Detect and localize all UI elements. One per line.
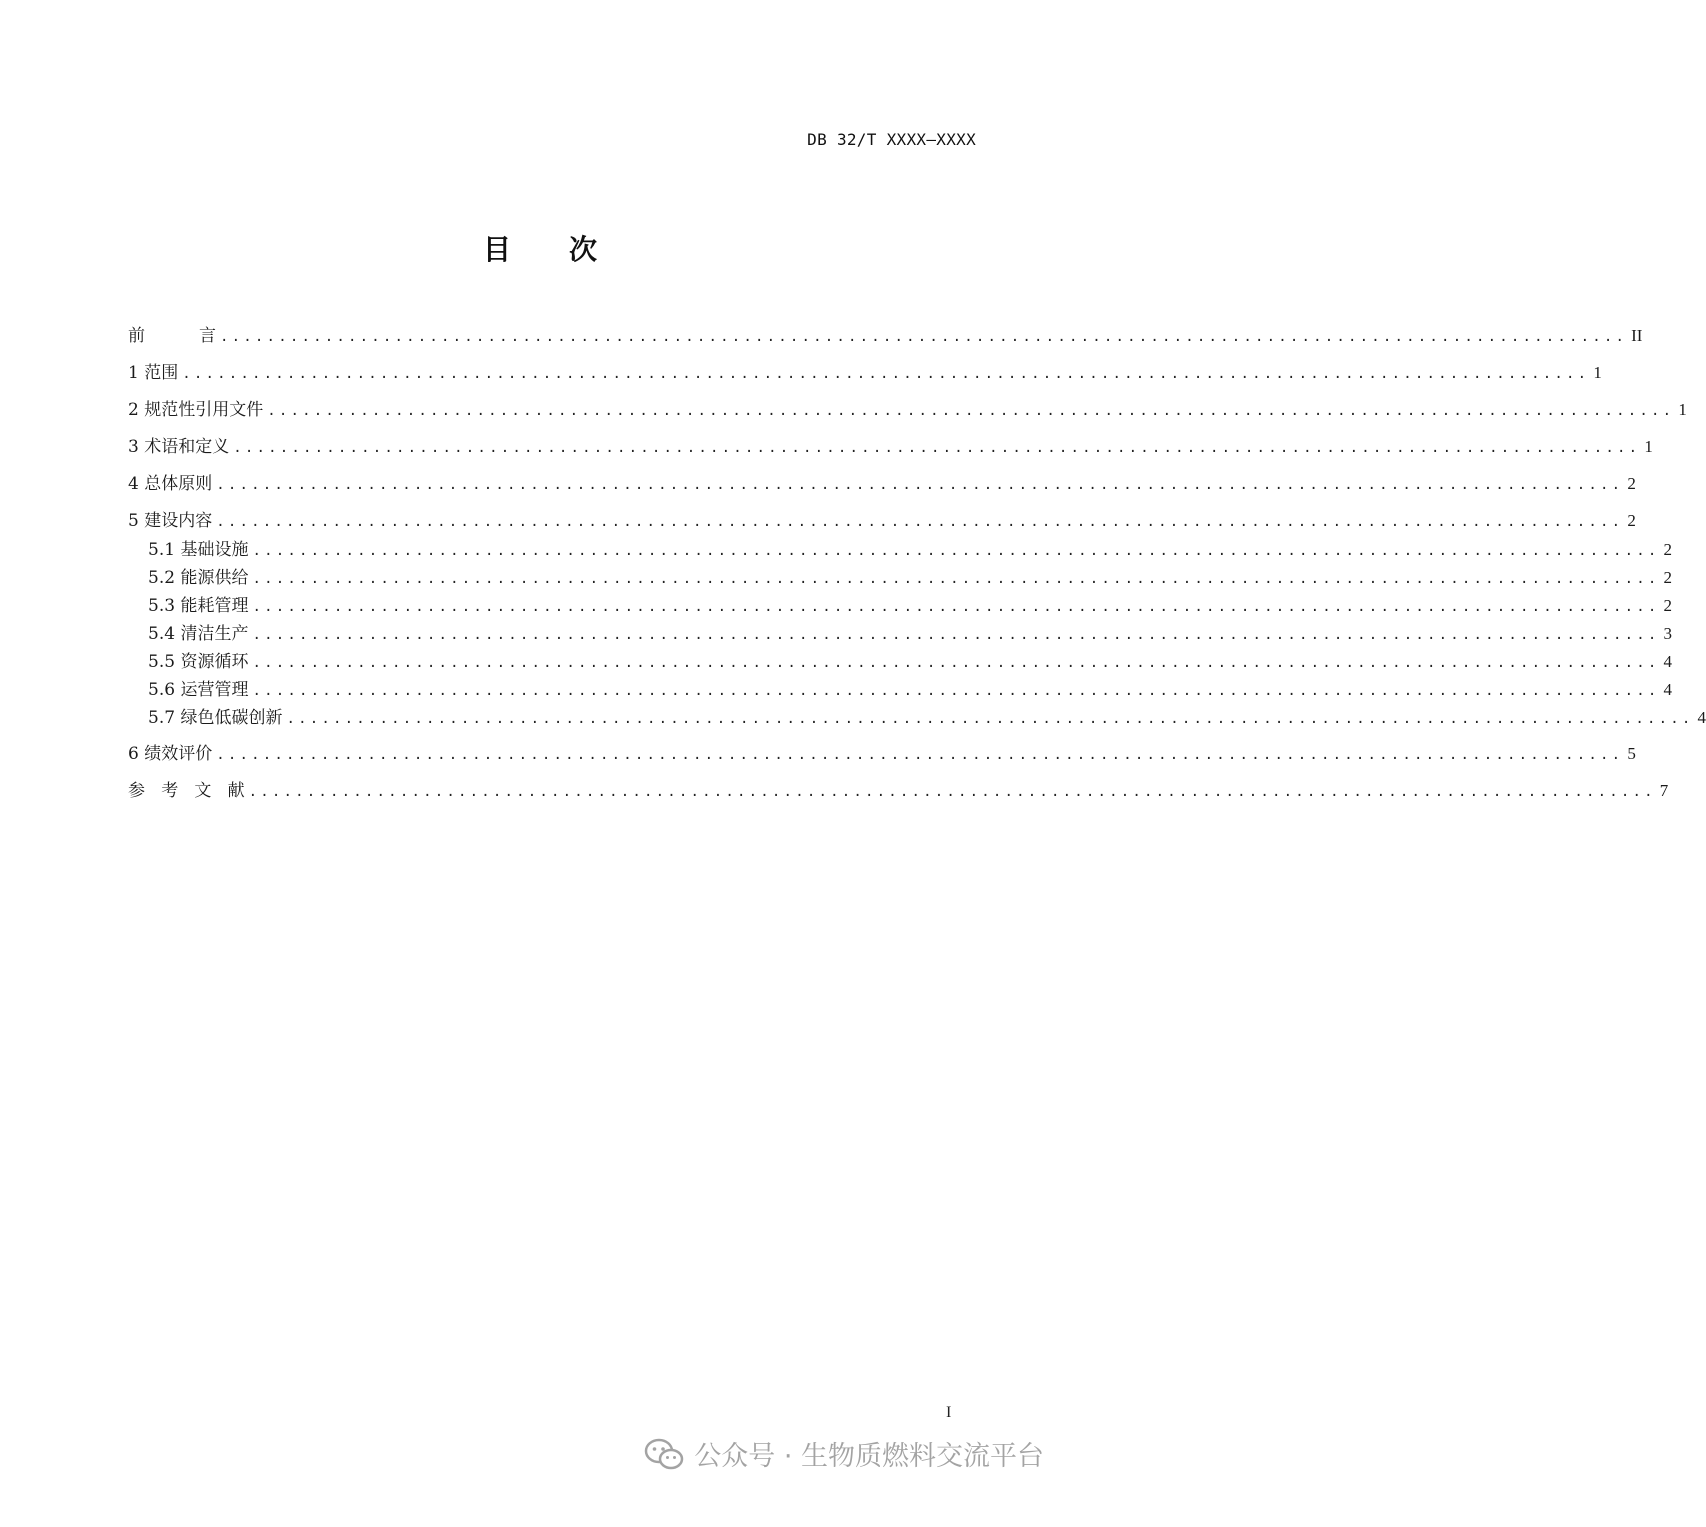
wechat-icon <box>644 1438 684 1470</box>
toc-entry-label: 4 总体原则 <box>128 474 213 494</box>
toc-entry-page: 2 <box>1627 474 1636 493</box>
toc-leader-dots: ......................................................................................................................... <box>267 403 1675 419</box>
toc-title-char-2: 次 <box>569 233 598 266</box>
document-code: DB 32/T XXXX—XXXX <box>807 130 976 149</box>
toc-entry-label: 5.4 清洁生产 <box>148 624 249 644</box>
toc-entry-performance-evaluation[interactable] <box>128 744 1636 765</box>
toc-entry-page: 7 <box>1659 781 1669 800</box>
toc-entry-page: II <box>1631 326 1643 345</box>
toc-leader-dots: ......................................................................................................................... <box>286 711 1694 727</box>
toc-leader-dots: ......................................................................................................................... <box>182 366 1590 382</box>
toc-entry-normative-references[interactable] <box>128 400 1687 421</box>
toc-subentry-operation-management[interactable] <box>128 680 1673 701</box>
toc-entry-label: 1 范围 <box>128 363 179 383</box>
toc-entry-label: 5.2 能源供给 <box>148 568 249 588</box>
toc-entry-page: 4 <box>1697 708 1706 727</box>
toc-leader-dots: ......................................................................................................................... <box>233 440 1641 456</box>
toc-subentry-energy-management[interactable] <box>128 596 1673 617</box>
toc-leader-dots: ......................................................................................................................... <box>252 683 1660 699</box>
toc-title-char-1: 目 <box>482 233 511 266</box>
toc-entry-bibliography[interactable] <box>128 781 1669 802</box>
toc-entry-page: 1 <box>1644 437 1653 456</box>
toc-entry-label: 5.5 资源循环 <box>148 652 249 672</box>
toc-entry-label: 6 绩效评价 <box>128 744 213 764</box>
toc-leader-dots: ......................................................................................................................... <box>252 599 1660 615</box>
toc-entry-scope[interactable] <box>128 363 1602 384</box>
toc-leader-dots: ......................................................................................................................... <box>216 514 1624 530</box>
toc-leader-dots: ......................................................................................................................... <box>252 543 1660 559</box>
toc-entry-label: 参 考 文 献 <box>128 781 245 801</box>
toc-entry-terms-definitions[interactable] <box>128 437 1653 458</box>
toc-entry-page: 1 <box>1678 400 1687 419</box>
toc-leader-dots: ......................................................................................................................... <box>252 655 1660 671</box>
toc-entry-page: 3 <box>1663 624 1673 643</box>
toc-entry-general-principles[interactable] <box>128 474 1636 495</box>
toc-entry-label: 5.1 基础设施 <box>148 540 249 560</box>
toc-leader-dots: ......................................................................................................................... <box>252 627 1660 643</box>
toc-leader-dots: ......................................................................................................................... <box>216 477 1624 493</box>
toc-entry-foreword[interactable] <box>128 326 1643 347</box>
toc-entry-page: 2 <box>1663 540 1673 559</box>
page-number: I <box>946 1404 952 1421</box>
watermark-text: 公众号 · 生物质燃料交流平台 <box>694 1441 1044 1472</box>
toc-subentry-resource-recycling[interactable] <box>128 652 1673 673</box>
toc-entry-page: 5 <box>1627 744 1636 763</box>
toc-subentry-infrastructure[interactable] <box>128 540 1673 561</box>
toc-entry-label: 3 术语和定义 <box>128 437 230 457</box>
toc-leader-dots: ......................................................................................................................... <box>216 747 1624 763</box>
toc-entry-page: 1 <box>1593 363 1602 382</box>
toc-entry-page: 2 <box>1627 511 1636 530</box>
toc-entry-page: 4 <box>1663 652 1673 671</box>
toc-entry-label: 2 规范性引用文件 <box>128 400 264 420</box>
toc-leader-dots: ......................................................................................................................... <box>220 329 1628 345</box>
toc-entry-label: 5.6 运营管理 <box>148 680 249 700</box>
toc-subentry-green-low-carbon-innovation[interactable] <box>128 708 1706 729</box>
toc-subentry-clean-production[interactable] <box>128 624 1673 645</box>
toc-title <box>0 228 1080 268</box>
toc-entry-label: 5.3 能耗管理 <box>148 596 249 616</box>
toc-entry-label: 前 言 <box>128 326 217 346</box>
toc-entry-construction-content[interactable] <box>128 511 1636 532</box>
toc-entry-page: 4 <box>1663 680 1673 699</box>
toc-leader-dots: ......................................................................................................................... <box>248 784 1656 800</box>
toc-leader-dots: ......................................................................................................................... <box>252 571 1660 587</box>
table-of-contents <box>128 326 1706 818</box>
toc-subentry-energy-supply[interactable] <box>128 568 1673 589</box>
toc-entry-label: 5.7 绿色低碳创新 <box>148 708 283 728</box>
toc-entry-page: 2 <box>1663 568 1673 587</box>
toc-entry-label: 5 建设内容 <box>128 511 213 531</box>
toc-entry-page: 2 <box>1663 596 1673 615</box>
watermark <box>644 1434 1044 1473</box>
